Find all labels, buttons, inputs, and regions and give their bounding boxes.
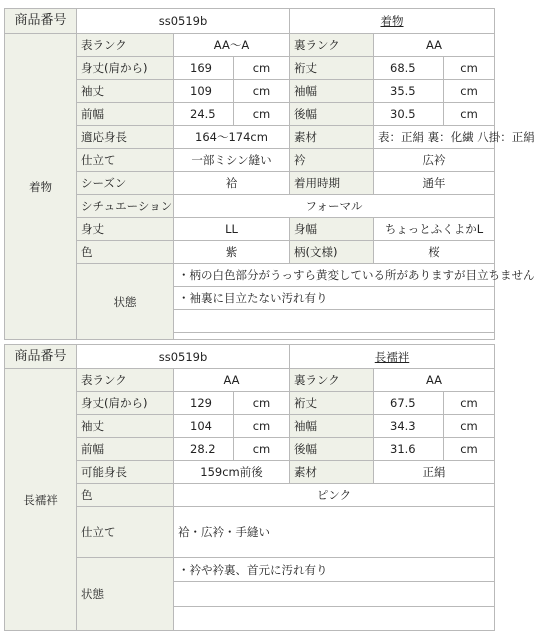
spacer (174, 333, 495, 340)
juban-table (4, 344, 495, 631)
sode-unit: cm (234, 80, 290, 103)
yuki-label: 裄丈 (290, 57, 374, 80)
mitake-label: 身丈 (77, 218, 174, 241)
juban-side-label: 長襦袢 (5, 369, 77, 631)
front-rank-value: AA～A (174, 34, 290, 57)
juban-ushirohaba-label: 後幅 (290, 438, 374, 461)
status-label: 状態 (77, 264, 174, 340)
pattern-value: 桜 (374, 241, 495, 264)
juban-sodehaba-value: 34.3 (374, 415, 444, 438)
kimono-table (4, 8, 535, 340)
juban-maehaba-unit: cm (234, 438, 290, 461)
juban-id-value: ss0519b (77, 345, 290, 369)
maehaba-unit: cm (234, 103, 290, 126)
juban-status-note: ・衿や衿裏、首元に汚れ有り (174, 558, 495, 582)
fit-value: 164～174cm (174, 126, 290, 149)
juban-yuki-value: 67.5 (374, 392, 444, 415)
juban-title: 長襦袢 (290, 345, 495, 369)
juban-front-rank-value: AA (174, 369, 290, 392)
season-label: シーズン (77, 172, 174, 195)
sodehaba-unit: cm (444, 80, 495, 103)
mihaba-value: ちょっとふくよかL (374, 218, 495, 241)
juban-material-label: 素材 (290, 461, 374, 484)
kimono-side-label: 着物 (5, 34, 77, 340)
situation-value: フォーマル (174, 195, 495, 218)
juban-front-rank-label: 表ランク (77, 369, 174, 392)
tailor-value: 一部ミシン縫い (174, 149, 290, 172)
height-unit: cm (234, 57, 290, 80)
juban-back-rank-label: 裏ランク (290, 369, 374, 392)
juban-id-label: 商品番号 (5, 345, 77, 369)
juban-sode-unit: cm (234, 415, 290, 438)
status-note: ・袖裏に目立たない汚れ有り (174, 287, 495, 310)
sode-label: 袖丈 (77, 80, 174, 103)
ushirohaba-unit: cm (444, 103, 495, 126)
color-value: 紫 (174, 241, 290, 264)
juban-fit-value: 159cm前後 (174, 461, 290, 484)
maehaba-label: 前幅 (77, 103, 174, 126)
juban-status-note (174, 606, 495, 630)
kimono-title: 着物 (290, 9, 495, 34)
juban-tailor-value: 袷・広衿・手縫い (174, 507, 495, 558)
juban-ushirohaba-unit: cm (444, 438, 495, 461)
collar-value: 広衿 (374, 149, 495, 172)
height-label: 身丈(肩から) (77, 57, 174, 80)
back-rank-label: 裏ランク (290, 34, 374, 57)
juban-back-rank-value: AA (374, 369, 495, 392)
height-value: 169 (174, 57, 234, 80)
collar-label: 衿 (290, 149, 374, 172)
situation-label: シチュエーション (77, 195, 174, 218)
period-label: 着用時期 (290, 172, 374, 195)
juban-height-value: 129 (174, 392, 234, 415)
material-value: 表：正絹 裏：化繊 八掛：正絹 (374, 126, 495, 149)
front-rank-label: 表ランク (77, 34, 174, 57)
mitake-value: LL (174, 218, 290, 241)
juban-sode-label: 袖丈 (77, 415, 174, 438)
tailor-label: 仕立て (77, 149, 174, 172)
pattern-label: 柄(文様) (290, 241, 374, 264)
juban-yuki-unit: cm (444, 392, 495, 415)
status-note: ・柄の白色部分がうっすら黄変している所がありますが目立ちません (174, 264, 495, 287)
season-value: 袷 (174, 172, 290, 195)
mihaba-label: 身幅 (290, 218, 374, 241)
material-label: 素材 (290, 126, 374, 149)
fit-label: 適応身長 (77, 126, 174, 149)
kimono-id-value: ss0519b (77, 9, 290, 34)
status-note (174, 310, 495, 333)
kimono-id-label: 商品番号 (5, 9, 77, 34)
ushirohaba-value: 30.5 (374, 103, 444, 126)
sodehaba-label: 袖幅 (290, 80, 374, 103)
sodehaba-value: 35.5 (374, 80, 444, 103)
juban-status-label: 状態 (77, 558, 174, 631)
sode-value: 109 (174, 80, 234, 103)
ushirohaba-label: 後幅 (290, 103, 374, 126)
juban-color-value: ピンク (174, 484, 495, 507)
juban-yuki-label: 裄丈 (290, 392, 374, 415)
juban-status-note (174, 582, 495, 606)
juban-ushirohaba-value: 31.6 (374, 438, 444, 461)
juban-height-unit: cm (234, 392, 290, 415)
juban-sode-value: 104 (174, 415, 234, 438)
juban-height-label: 身丈(肩から) (77, 392, 174, 415)
period-value: 通年 (374, 172, 495, 195)
back-rank-value: AA (374, 34, 495, 57)
juban-color-label: 色 (77, 484, 174, 507)
juban-sodehaba-label: 袖幅 (290, 415, 374, 438)
yuki-value: 68.5 (374, 57, 444, 80)
maehaba-value: 24.5 (174, 103, 234, 126)
color-label: 色 (77, 241, 174, 264)
juban-tailor-label: 仕立て (77, 507, 174, 558)
juban-sodehaba-unit: cm (444, 415, 495, 438)
juban-fit-label: 可能身長 (77, 461, 174, 484)
juban-maehaba-label: 前幅 (77, 438, 174, 461)
yuki-unit: cm (444, 57, 495, 80)
juban-maehaba-value: 28.2 (174, 438, 234, 461)
juban-material-value: 正絹 (374, 461, 495, 484)
